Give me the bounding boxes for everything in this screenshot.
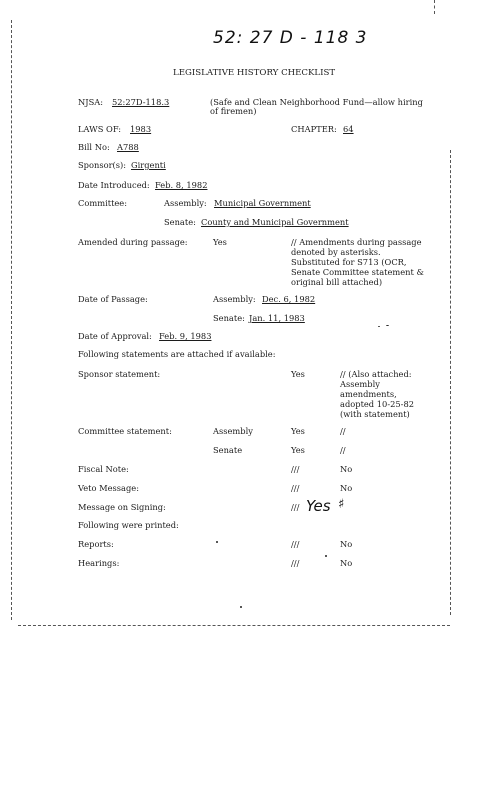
passage-senate-label: Senate: xyxy=(213,313,245,323)
reports-marks: /// xyxy=(291,539,300,549)
sponsor-statement-note-3: amendments, xyxy=(340,389,397,399)
hearings-value: No xyxy=(340,558,353,568)
veto-message-label: Veto Message: xyxy=(78,483,139,493)
reports-value: No xyxy=(340,539,353,549)
committee-assembly-value: Municipal Government xyxy=(214,198,311,208)
sponsor-label: Sponsor(s): xyxy=(78,160,127,170)
sponsor-statement-value: Yes xyxy=(291,369,305,379)
amended-value: Yes xyxy=(213,237,227,247)
committee-statement-senate-value: Yes xyxy=(291,445,305,455)
message-on-signing-handwritten-yes: Yes xyxy=(306,497,331,515)
scan-speck xyxy=(240,606,242,608)
laws-of-value: 1983 xyxy=(130,124,152,134)
sponsor-statement-note-5: (with statement) xyxy=(340,409,410,419)
njsa-description-1: (Safe and Clean Neighborhood Fund—allow hiring xyxy=(210,97,423,107)
right-border-top xyxy=(434,0,435,14)
hearings-label: Hearings: xyxy=(78,558,120,568)
committee-senate-label: Senate: xyxy=(164,217,196,227)
scan-speck xyxy=(216,541,218,543)
amended-note-4: Senate Committee statement & xyxy=(291,267,424,277)
bill-no-label: Bill No: xyxy=(78,142,110,152)
message-on-signing-handwritten-no: ♯ xyxy=(338,497,345,512)
reports-label: Reports: xyxy=(78,539,114,549)
committee-statement-senate-note: // xyxy=(340,445,346,455)
veto-message-value: No xyxy=(340,483,353,493)
date-of-approval-value: Feb. 9, 1983 xyxy=(159,331,212,341)
right-border xyxy=(450,150,451,615)
hearings-marks: /// xyxy=(291,558,300,568)
message-on-signing-marks: /// xyxy=(291,502,300,512)
laws-of-label: LAWS OF: xyxy=(78,124,122,134)
committee-statement-assembly-note: // xyxy=(340,426,346,436)
bill-no-value: A788 xyxy=(117,142,139,152)
amended-note-3: Substituted for S713 (OCR, xyxy=(291,257,407,267)
amended-label: Amended during passage: xyxy=(78,237,188,247)
amended-note-2: denoted by asterisks. xyxy=(291,247,381,257)
njsa-label: NJSA: xyxy=(78,97,104,107)
passage-assembly-label: Assembly: xyxy=(213,294,256,304)
fiscal-note-label: Fiscal Note: xyxy=(78,464,129,474)
passage-assembly-value: Dec. 6, 1982 xyxy=(262,294,316,304)
date-of-approval-label: Date of Approval: xyxy=(78,331,152,341)
sponsor-statement-note-4: adopted 10-25-82 xyxy=(340,399,415,409)
committee-senate-value: County and Municipal Government xyxy=(201,217,349,227)
message-on-signing-label: Message on Signing: xyxy=(78,502,166,512)
bottom-border xyxy=(18,625,450,626)
date-introduced-value: Feb. 8, 1982 xyxy=(155,180,208,190)
committee-label: Committee: xyxy=(78,198,128,208)
veto-message-marks: /// xyxy=(291,483,300,493)
scan-speck xyxy=(325,555,327,557)
handwritten-file-number: 52: 27 D - 118 3 xyxy=(213,28,368,48)
date-of-passage-label: Date of Passage: xyxy=(78,294,148,304)
committee-assembly-label: Assembly: xyxy=(164,198,207,208)
page-title: LEGISLATIVE HISTORY CHECKLIST xyxy=(173,68,336,78)
sponsor-statement-note-2: Assembly xyxy=(340,379,380,389)
sponsor-statement-note-1: // (Also attached: xyxy=(340,369,412,379)
scan-speck xyxy=(378,326,380,327)
njsa-description-2: of firemen) xyxy=(210,106,257,116)
following-attached-heading: Following statements are attached if available: xyxy=(78,349,276,359)
njsa-value: 52:27D-118.3 xyxy=(112,97,170,107)
committee-statement-assembly-label: Assembly xyxy=(213,426,253,436)
amended-note-1: // Amendments during passage xyxy=(291,237,422,247)
chapter-value: 64 xyxy=(343,124,354,134)
committee-statement-label: Committee statement: xyxy=(78,426,172,436)
chapter-label: CHAPTER: xyxy=(291,124,337,134)
sponsor-value: Girgenti xyxy=(131,160,166,170)
following-printed-heading: Following were printed: xyxy=(78,520,179,530)
fiscal-note-value: No xyxy=(340,464,353,474)
sponsor-statement-label: Sponsor statement: xyxy=(78,369,161,379)
left-border xyxy=(11,20,12,620)
fiscal-note-marks: /// xyxy=(291,464,300,474)
passage-senate-value: Jan. 11, 1983 xyxy=(249,313,305,323)
committee-statement-assembly-value: Yes xyxy=(291,426,305,436)
amended-note-5: original bill attached) xyxy=(291,277,383,287)
scan-speck xyxy=(386,325,389,326)
committee-statement-senate-label: Senate xyxy=(213,445,243,455)
date-introduced-label: Date Introduced: xyxy=(78,180,150,190)
